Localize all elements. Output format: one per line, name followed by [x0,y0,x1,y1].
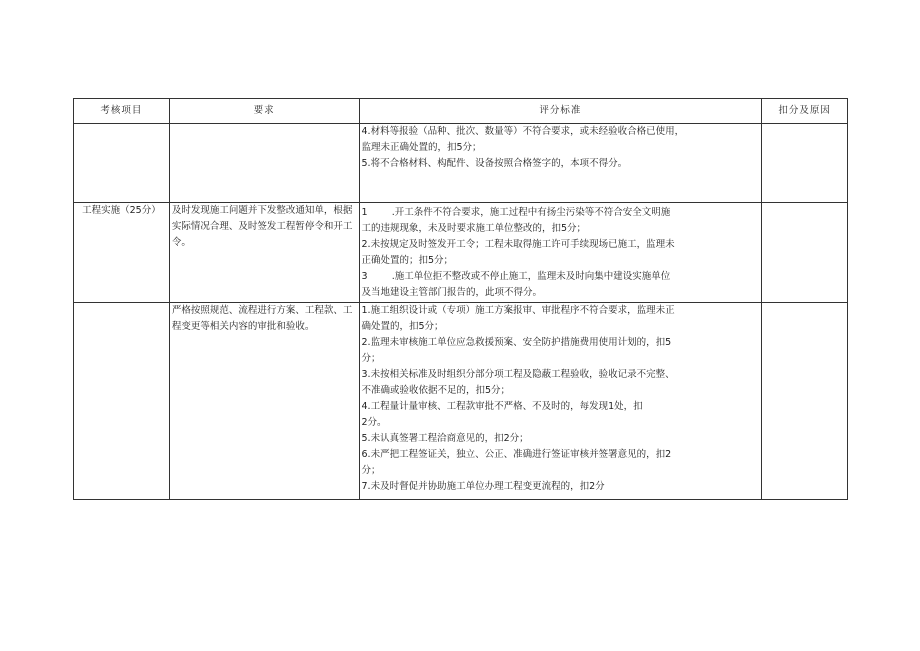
header-cell-criteria: 评分标准 [359,99,762,124]
item-cell [74,303,170,500]
header-row [74,99,848,124]
deduction-cell [762,303,848,500]
criteria-line: 1.施工组织设计或（专项）施工方案报审、审批程序不符合要求，监理未正 [361,305,675,316]
header-cell-item: 考核项目 [74,99,170,124]
header-cell-deduction: 扣分及原因 [762,99,848,124]
criteria-line: 正确处置的；扣5分； [361,255,454,266]
item-cell [74,124,170,203]
criteria-line: 工的违规现象，未及时要求施工单位整改的，扣5分； [361,223,587,234]
criteria-line: 5.将不合格材料、构配件、设备按照合格签字的，本项不得分。 [361,158,628,169]
criteria-line: 监理未正确处置的，扣5分； [361,142,482,153]
criteria-cell [359,303,762,500]
criteria-line: 4.工程量计量审核、工程款审批不严格、不及时的，每发现1处，扣 [361,401,643,412]
criteria-line: 1 .开工条件不符合要求，施工过程中有扬尘污染等不符合安全文明施 [361,207,671,218]
criteria-line: 确处置的，扣5分； [361,321,444,332]
deduction-cell [762,124,848,203]
criteria-line: 及当地建设主管部门报告的，此项不得分。 [361,287,543,298]
criteria-cell [359,203,762,303]
criteria-line: 分； [361,353,381,364]
table-row [74,124,848,203]
criteria-line: 3.未按相关标准及时组织分部分项工程及隐蔽工程验收，验收记录不完整、 [361,369,675,380]
requirement-cell [169,124,359,203]
criteria-line: 7.未及时督促并协助施工单位办理工程变更流程的，扣2分 [361,481,605,492]
criteria-line: 2分。 [361,417,387,428]
criteria-line: 3 .施工单位拒不整改或不停止施工，监理未及时向集中建设实施单位 [361,271,671,282]
criteria-line: 5.未认真签署工程洽商意见的，扣2分； [361,433,529,444]
criteria-line: 6.未严把工程签证关，独立、公正、准确进行签证审核并签署意见的，扣2 [361,449,672,460]
criteria-cell [359,124,762,203]
item-cell: 工程实施（25分） [74,203,170,303]
requirement-cell: 严格按照规范、流程进行方案、工程款、工程变更等相关内容的审批和验收。 [169,303,359,500]
requirement-cell: 及时发现施工问题并下发整改通知单，根据实际情况合理、及时签发工程暂停令和开工令。 [169,203,359,303]
deduction-cell [762,203,848,303]
assessment-table [73,98,848,500]
criteria-line: 4.材料等报验（品种、批次、数量等）不符合要求，或未经验收合格已使用， [361,126,685,137]
criteria-line: 2.未按规定及时签发开工令；工程未取得施工许可手续现场已施工，监理未 [361,239,675,250]
criteria-line: 分； [361,465,381,476]
table-row [74,303,848,500]
criteria-line: 不准确或验收依据不足的，扣5分； [361,385,511,396]
criteria-line: 2.监理未审核施工单位应急救援预案、安全防护措施费用使用计划的，扣5 [361,337,672,348]
header-cell-requirement: 要求 [169,99,359,124]
table-row [74,203,848,303]
